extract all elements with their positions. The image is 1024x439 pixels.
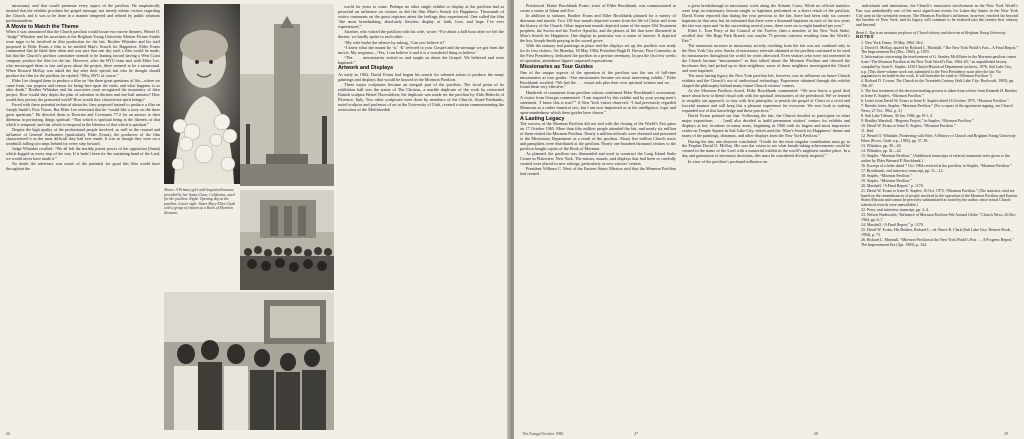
paragraph: “My wife broke the silence by asking, ‘Can you believe it?’ [344,39,446,45]
paragraph: In addition to statuary, Brother Evans and Elder Brockbank planned for a variety of dioramas and murals. Two 110-foot murals depicted scenes from the life of Christ and from the history of the Church. Other important murals depicted some of the major Old Testament prophets, the Savior and his Twelve Apostles, and the phases of life that were illustrated in Man’s Search for Happiness. One display in particular was a center of interest. It depicted the boy Joseph Smith praying in the sacred grove. [520,13,676,43]
note-item: 14. Whitaker, pp. 41—42. [861,148,902,153]
note-item: 15. Staples, “Mormon Pavilion.” (Additional transcripts of referral comments were given to the author by Elder Bernard P. Brockbank.) [861,153,1010,163]
left-column-3 [338,4,504,430]
note-item: 10. David W. Evans to Irene E. Staples, “Mormon Pavilion.” [861,123,956,128]
photo-caption: Above: A Primary girl with begonia blossoms provided by her Santa Clara, California, ward for the pavilion. Right: Opening day at the pavilion. Lower right: Sister Mary Ellen Clyde with a group of visitors at a Book of Mormon diorama. [164,188,236,215]
paragraph: missionary zeal that would permeate every aspect of the pavilion. He emphatically insisted that the exhibits proclaim the gospel message; not merely inform visitors regarding the Church, and it was to be done in a manner tempered and refined by public relations professionalism. [6,4,160,23]
paragraph: As planned, the pavilion was dismantled and used to construct the Long Island Stake Center in Plainview, New York. The statues, murals, and displays that had been so carefully created were placed in new settings, particularly as new visitors’ centers. [520,151,676,167]
paragraph: Elder L. Tom Perry of the Council of the Twelve, then a member of the New York Stake, recalled that “the Rego Park Branch was maybe 75 percent converts resulting from the World’s Fair.” [682,28,850,43]
running-footer: The Ensign/October 1980 [522,431,564,436]
paragraph: No doubt the adversary was aware of the potential for good this film would have throughout the [6,161,160,172]
note-item: 26. Richard L. Marshall, “Mormon Pavilion at the New York World’s Fair . . . A Progress Report,” The Improvement Era (Apr. 1965), p. 324. [861,237,1014,247]
paragraph: individuals and institutions, the Church’s innovative involvement in the New York World’s Fair was undoubtedly one of the most significant events for Latter-day Saints in the New York City area in the twentieth century. The Mormon Pavilion’s influence, however, reached far beyond the borders of New York, and its legacy will continue to be realized into the twenty-first century and beyond. [856,4,1018,28]
section-heading-legacy: A Lasting Legacy [520,115,565,122]
paragraph: The success of the Mormon Pavilion did not end with the closing of the World’s Fair gates on 17 October 1965. More than fifty million people attended the fair, and nearly six million of them visited the Mormon Pavilion. Nearly a million referrals were obtained and presented to the Missionary Department as a result of the pavilion. About five million Church tracts and pamphlets were distributed at the pavilion. Nearly one hundred thousand visitors to the pavilion bought copies of the Book of Mormon. [520,121,676,151]
paragraph: “I knew what she meant by ‘it.’ ‘It’ referred to your Gospel and the message we got from the movie. My response—‘Yes, I can believe it and it is a wonderful thing to believe.’ [338,44,504,55]
right-column-4 [520,4,676,430]
paragraph: Despite the high quality of the professional people involved, as well as the counsel and influence of General Authorities (particularly Elder Evans), the producers of the film characterized it as the most difficult they had ever made. It was as though they were on a treadmill, falling two steps behind for every step forward. [6,126,160,147]
photo-primary-girl-with-begonias [164,4,244,184]
author-bio: Brent L. Top is an assistant professor of Church history and doctrine at Brigham Young University. [856,30,1007,35]
note-item: 18. Staples, “Mormon Pavilion.” [861,173,913,178]
paragraph: As early as 1962, David Evans had begun his search for talented artists to produce the many paintings and displays that would be housed in the Mormon Pavilion. [338,71,504,82]
left-column-1 [6,4,160,430]
paragraph: Another, who visited the pavilion with his wife, wrote: “For about a half hour after we left the theater, we hardly spoke to each other. . . . [338,29,504,40]
note-item: 7. Beesley letter, Staples, “Mormon Pavilion.” (For a report of the agreement signing, see Church News, 27 Oct. 1962, p. 3.) [861,104,1013,113]
paragraph: Priesthood. Elaine Brockbank Evans, sister of Elder Brockbank, was commissioned to create a statue of Adam and Eve. [520,4,676,13]
paragraph: In view of the pavilion’s profound influence on [688,158,768,164]
note-item: 12. Wetzel O. Whitaker, Pioneering with Film: A History of Church and Brigham Young University Films (Provo, Utah: n.p., 1982), pp. 37–38. [861,134,1016,143]
page-number-29: 29 [1004,431,1008,436]
note-item: 1. New York Times, 19 May 1964, 36:2. [861,40,924,45]
paragraph: With the statuary and paintings in place and the displays set up, the pavilion was ready for its first visitors. On Monday, 18 May 1964, President Hugh B. Brown, First Counselor in the First Presidency, dedicated the pavilion in a private ceremony. In just the first few weeks of operation, attendance figures surpassed expectations. [520,43,676,64]
paragraph: Judge Whitaker recalled: “We all felt the terribly potent power of the opposition [Satan] which dogged us every step of the way. If it hadn’t been for the sustaining hand of the Lord, we would never have made it.” [6,146,160,162]
note-item: 8. Salt Lake Tribune, 30 Jan. 1966, pp. B-1, 4. [861,113,933,118]
paragraph: Faced with these potential technical obstacles, they proposed instead to produce a film on Joseph Smith’s First Vision. But Elder Lee reiterated that he “would like a story on the three great questions.” He directed them to Doctrine and Covenants 77:2 for an answer to their dilemma in portraying things spiritual: “That which is spiritual being in the likeness of that which is temporal; and that which is temporal in the likeness of that which is spiritual.” [6,102,160,127]
paragraph: One of the unique aspects of the operation of the pavilion was the use of full-time missionaries as tour guides. “Our missionaries became our most interesting exhibit,” Elder Brockbank recalled. “We had the . . . visual aids plus their own spiritual witness and we . . . found them very effective.” [520,69,676,90]
paragraph: During the fair, one observer concluded: “Credit for the most singular contribution must go to the Prophet David O. McKay. His was the vision to see what breath-taking achievements could be created in the name of the Lord with a masterful exhibit in the world’s mightiest market place. In a day and generation of enormous decisions, this must be considered divinely inspired.” [682,138,850,159]
note-item: 3. Information concerning the involvement of G. Stanley McAllister in the Mormon pavilion comes from “The Mormon Pavilion at the New York World’s Fair, 1964–65,” an unpublished history compiled by Irene E. Staples, LDS Church Historical Department archives, 1976, Salt Lake City, n.p. (This three-volume work was submitted to the First Presidency soon after the fair. No pagination is included in the work. It will hereafter be cited as “Mormon Pavilion.”) [861,55,1017,79]
notes-list [856,35,1018,247]
paragraph: Elder Lee charged them to produce a film on “the three great questions of life—where we came from, our purpose and reason for being here upon the earth, and what happens to us after death.” Brother Whitaker and his associates soon recognized the immensity of their project. How would they depict the plan of salvation in thirteen and one-half minutes? How would they portray the premortal world? How would they characterize spirit beings? [6,77,160,103]
page-number-28: 28 [814,431,818,436]
note-item: 13. Whitaker, pp. 39—40. [861,143,902,148]
paragraph: These major sculptures became an integral part of the pavilion. The focal point of its exhibition hall was the statue of The Christus, a marble duplicate of the work by renowned Danish sculptor Bertel Thorvaldsen; the duplicate was made for the pavilion by Aldo Rebechi of Florence, Italy. Two other sculptures were done by members of the Church. Avard Fairbanks, noted sculptor and professor of art at the University of Utah, created a statue commemorating the restoration of the Melchizedek [338,82,504,113]
note-item: 24. Marshall, “A Final Report,” p. 1170. [861,223,924,228]
section-heading-artwork: Artwork and Displays [338,65,394,72]
note-item: 21. David W. Evans to Irene E. Staples, 16 Oct. 1975, “Mormon Pavilion.” (The statistics cited are based on the remembrances of people involved in the operation of the Mormon Pavilion and Eastern States Mission and cannot be precisely substantiated as noted by the author, since actual Church statistical records were unavailable.) [861,188,1018,208]
note-item: 6. Letter from David W. Evans to Irene E. Staples dated 16 October 1975, “Mormon Pavilion.” [861,99,1009,104]
paragraph: a great breakthrough in missionary work along the Atlantic Coast. While no official statistics were kept on missionary lessons taught or baptisms performed as a direct result of the pavilion, David Evans reported that during the year previous to the fair, there had been only six convert baptisms in that area, but he estimated that there were a thousand baptisms in each of the two years the fair was open and “in the succeeding several years, there were six to eight hundred per year.” [682,4,850,28]
paragraph: David Evans pointed out that “following the fair, the Church decided to participate in other major expositions . . . [and] also decided to build permanent visitors’ centers for exhibits and displays at key locations in many areas, beginning in 1966 with its largest and most impressive center on Temple Square in Salt Lake City, which used the ‘Man’s Search for Happiness’ theme and many of the paintings, dioramas, and other displays from the New York Pavilion.” [682,113,850,139]
photo-christus-statue [240,4,334,186]
paragraph: The enormous increase in missionary activity resulting from the fair was not confined only to the New York City area. Stacks of missionary referrals obtained at the pavilion continued to be used by missionaries throughout the world for years afterward. Even visitors who were not interested in the Church became “missionaries” as they talked about the Mormon Pavilion and showed the brochures they had picked up to their neighbors; some of these neighbors investigated the Church and were baptized. [682,43,850,73]
paragraph: President Wilburn C. West of the Eastern States Mission said that the Mormon Pavilion had created [520,166,676,177]
note-item: 16. Excerpt of a letter dated 7 Oct. 1964 received at the pavilion, in Staples, “Mormon Pavilion.” [861,163,1012,168]
note-item: 19. Staples, “Mormon Pavilion.” [861,178,913,183]
note-item: 4. Richard D. Cowan, The Church in the Twentieth Century (Salt Lake City: Bookcraft, 1985), pp. 166–67. [861,79,1015,89]
paragraph: Hundreds of comments from pavilion visitors confirmed Elder Brockbank’s assessment. A visitor from Georgia commented, “I am inspired by this exhibit and by your young man’s statement, ‘I know this is true!’” A New York visitor observed, “I had previously regarded Mormons as a rather fanatical sect, but I am now impressed as to the intelligence, logic and open-mindedness which these guides have shown.” [520,89,676,115]
right-column-5 [682,4,850,430]
note-item: 23. Nelson Wadsworth, “Influence of Mormon Pavilion Felt Around Globe,” Church News, 26 Dec. 1964, pp. 6–7. [861,213,1017,223]
notes-heading: NOTES [856,34,874,40]
paragraph: “The . . . missionaries visited us and taught us about the Gospel. We believed and were baptized.” [338,55,504,66]
photo-opening-day-crowd [240,190,334,290]
photo-sister-clyde-with-visitors [164,292,334,430]
paragraph: world for years to come. Perhaps no other single exhibit or display at the pavilion had as powerful an influence on visitors as did the film Man’s Search for Happiness. Thousands of visitor comments on the guest registers attest the feelings they experienced. One called the film “the most breathtaking, absolutely flawless display of faith, love, and hope I’ve ever experienced.” [338,4,504,29]
right-page [514,0,1024,439]
note-item: 9. Bradley Marshall, “Begonia Project,” in Staples, “Mormon Pavilion.” [861,118,974,123]
note-item: 5. The best treatment of the decision-making process is taken from a letter from Kenneth H. Beesley to Irene E. Staples, “Mormon Pavilion.” [861,89,1018,98]
note-item: 2. David O. McKay, quoted by Richard L. Marshall, “The New York World’s Fair—A Final Report,” The Improvement Era (Dec. 1965), p. 1070. [861,45,1018,55]
note-item: 11. Ibid. [861,129,874,133]
section-heading-missionaries: Missionaries as Tour Guides [520,64,593,71]
left-page [0,0,510,439]
note-item: 22. Perry, oral interview transcript, pp. 3–4. [861,208,929,213]
paragraph: The most lasting legacy the New York pavilion left, however, was its influence on future Church exhibits and the Church’s use of audiovisual technology. Experience obtained through this exhibit shaped the philosophy behind many future Church visitors’ centers. [682,73,850,89]
page-number-left: 26 [6,431,10,436]
note-item: 20. Marshall, “A Final Report,” p. 1170. [861,183,924,188]
page-number-right: 27 [634,431,638,436]
right-column-6 [856,4,1018,430]
note-item: 17. Brockbank, oral interview transcript, pp. 11—12. [861,168,944,173]
note-item: 25. David W. Evans, His Brother, Richard L., ed. Bruce R. Clark (Salt Lake City: Deseret Book, 1984), p. 73. [861,228,1011,237]
paragraph: As the Mormon Pavilion closed, Elder Brockbank commented: “We now know a good deal more about how to blend visual aids with the spiritual testimonies of the priesthood. We’ve learned to simplify our approach, to stay with first principles, to preach the gospel of Christ in a vivid and forceful manner and still keep this a pleasant experience for everyone. We now look to making expanded use of this knowledge and these practices.” [682,88,850,114]
section-heading-movie: A Movie to Match the Theme [6,23,79,30]
paragraph: When it was announced that the Church pavilion would house two movie theaters, Wetzel O. “Judge” Whitaker and his associates at the Brigham Young University Motion Picture Studio were eager to be involved in film production for the fair. Brother Whitaker and his staff proposed to Elder Evans a film to be entitled Man’s Search for Happiness. Elder Evans commented that he liked their ideas and was sure that one day such a film would be made, but that the Church’s pavilion committee seemed to be leaning toward having a West Coast company produce the film for the fair. However, after the BYU team met with Elder Lee, who encouraged them to fast and pray about the project, there seemed to be a turnaround. When Howard McKay was asked the day after their special fast who he thought should produce the film for the pavilion, he replied, “Why, BYU of course.” [6,28,160,78]
